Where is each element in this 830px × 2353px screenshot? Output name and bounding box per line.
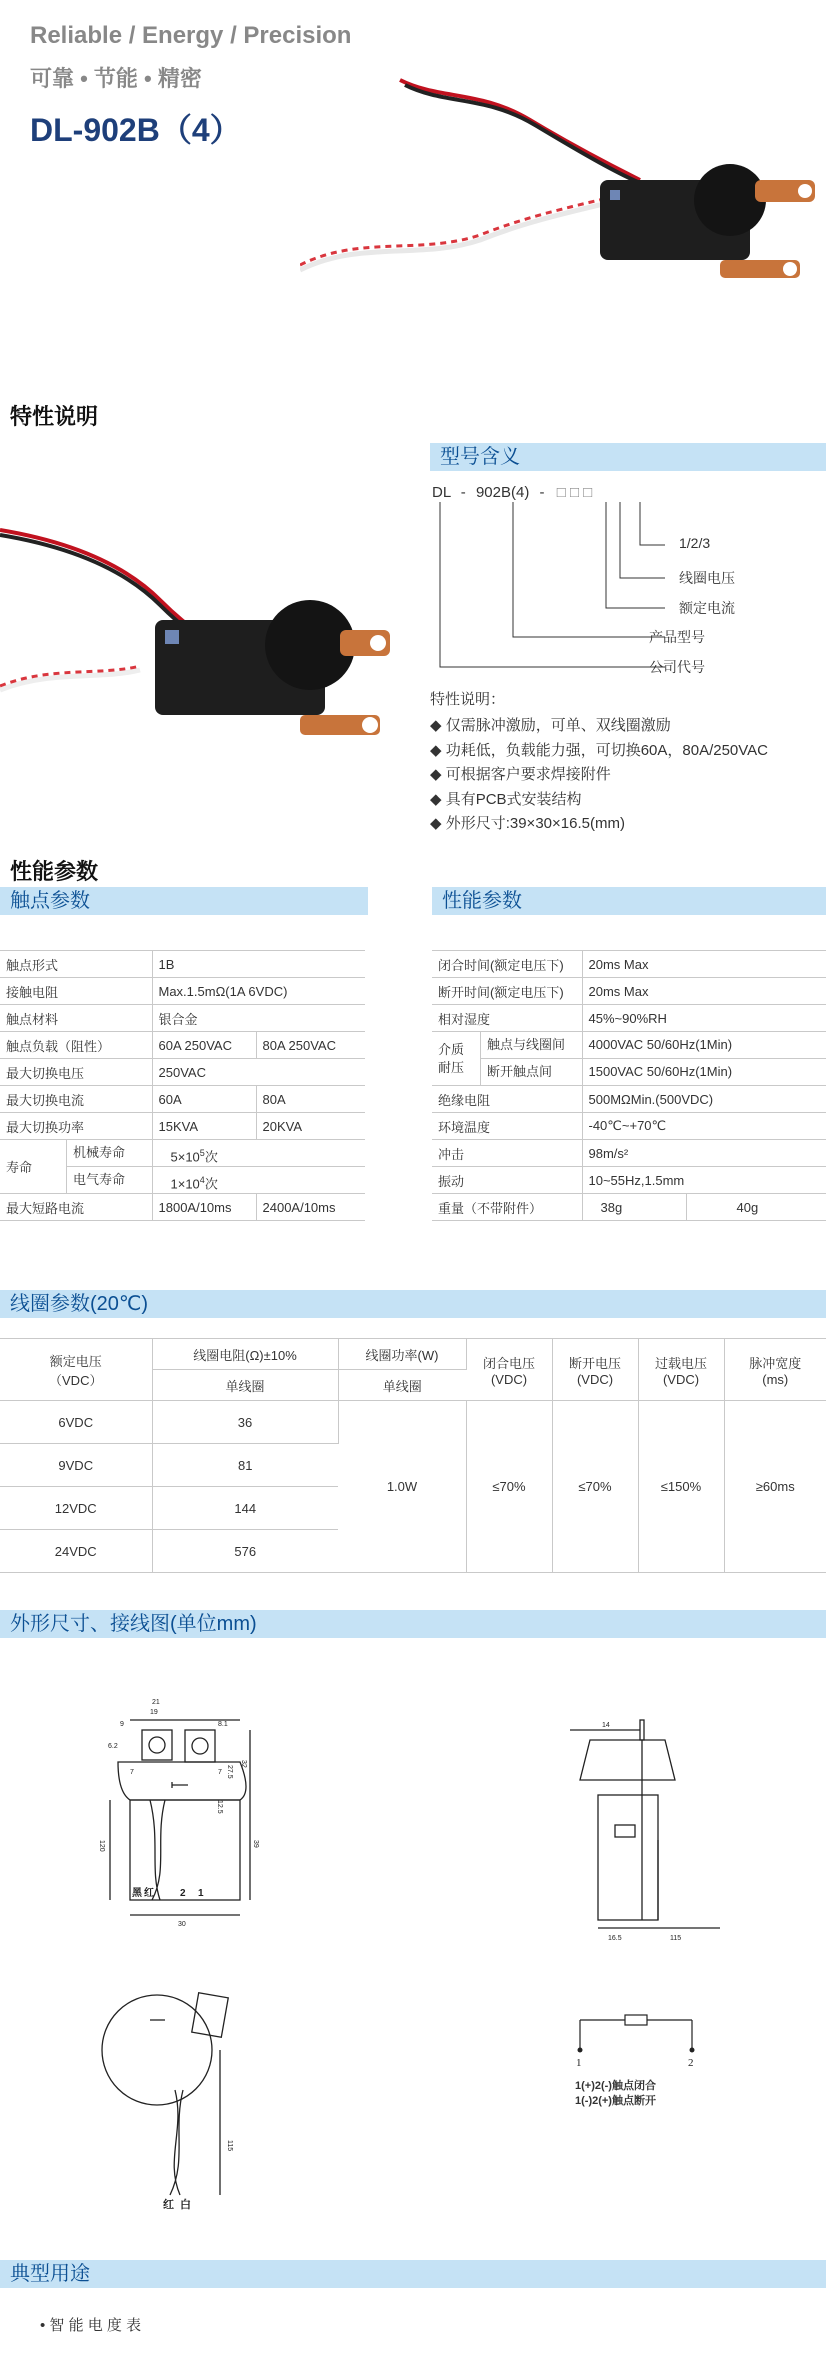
col-power: 线圈功率(W) <box>338 1339 466 1370</box>
feature-item: ◆ 具有PCB式安装结构 <box>430 790 582 808</box>
dim-front-30: 30 <box>178 1921 186 1928</box>
code-box-voltage: □ <box>569 484 579 501</box>
feature-item: ◆ 可根据客户要求焊接附件 <box>430 766 611 783</box>
features-heading: 特性说明： <box>430 691 506 708</box>
diamond-bullet-icon: ◆ <box>430 741 446 759</box>
label-coil-type: 1/2/3 <box>679 535 711 551</box>
dim-side-16-5: 16.5 <box>608 1935 622 1942</box>
table-row: 振动 10~55Hz,1.5mm <box>432 1167 826 1194</box>
front-label-pin2: 2 <box>180 1888 186 1899</box>
table-row: 冲击 98m/s² <box>432 1140 826 1167</box>
table-row: 触点负载（阻性） 60A 250VAC 80A 250VAC <box>0 1032 365 1059</box>
table-row: 9VDC 81 <box>0 1444 826 1487</box>
col-rated-voltage: 额定电压 （VDC） <box>0 1339 152 1401</box>
dim-front-8-1: 8.1 <box>218 1721 228 1728</box>
dim-front-12-5: 12.5 <box>216 1800 223 1814</box>
table-row: 相对湿度 45%~90%RH <box>432 1005 826 1032</box>
table-row: 最大切换电压 250VAC <box>0 1059 365 1086</box>
contact-params-title: 触点参数 <box>0 887 368 915</box>
front-view-drawing <box>90 1690 260 1960</box>
col-close-voltage: 闭合电压 (VDC) <box>466 1339 552 1401</box>
dim-front-6-2: 6.2 <box>108 1743 118 1750</box>
bullet-dot-icon: • <box>40 2317 50 2334</box>
front-label-pin1: 1 <box>198 1888 204 1899</box>
wiring-line-2: 1(-)2(+)触点断开 <box>575 2095 656 2107</box>
perf-params-table <box>432 950 826 1221</box>
front-label-red: 红 <box>144 1888 154 1899</box>
label-coil-voltage: 线圈电压 <box>679 570 735 586</box>
feature-item: ◆ 仅需脉冲激励，可单、双线圈激励 <box>430 717 671 734</box>
model-title: DL-902B（4） <box>30 112 242 148</box>
dim-front-120: 120 <box>98 1840 105 1852</box>
dielectric-contact-coil-label: 触点与线圈间 <box>481 1032 582 1059</box>
contact-params-table <box>0 950 365 1221</box>
dimensions-title: 外形尺寸、接线图(单位mm) <box>0 1610 826 1638</box>
perf-params-title: 性能参数 <box>432 887 826 915</box>
code-box-coil: □ <box>583 484 593 501</box>
diamond-bullet-icon: ◆ <box>430 766 446 783</box>
feature-item: ◆ 功耗低，负载能力强，可切换60A，80A/250VAC <box>430 741 769 759</box>
code-part-dash2: - <box>539 484 545 501</box>
bottom-label-red: 红 <box>163 2199 174 2210</box>
dim-front-39: 39 <box>252 1840 259 1848</box>
dim-front-27-5: 27.5 <box>226 1765 233 1779</box>
dielectric-open-contacts-value: 1500VAC 50/60Hz(1Min) <box>588 1064 733 1079</box>
dielectric-label: 介质耐压 <box>438 1041 465 1075</box>
tagline-en: Reliable / Energy / Precision <box>30 22 352 49</box>
table-row: 绝缘电阻 500MΩMin.(500VDC) <box>432 1086 826 1113</box>
col-resistance: 线圈电阻(Ω)±10% <box>152 1339 338 1370</box>
table-row: 最大切换功率 15KVA 20KVA <box>0 1113 365 1140</box>
label-product-model: 产品型号 <box>649 629 705 645</box>
diamond-bullet-icon: ◆ <box>430 717 446 734</box>
dielectric-open-contacts-label: 断开触点间 <box>487 1064 553 1079</box>
features-section-title: 特性说明 <box>10 404 99 429</box>
application-item: • 智 能 电 度 表 <box>40 2317 142 2334</box>
diamond-bullet-icon: ◆ <box>430 815 446 832</box>
table-row: 环境温度 -40℃~+70℃ <box>432 1113 826 1140</box>
product-photo-header <box>300 60 820 320</box>
applications-list <box>40 2314 141 2335</box>
dim-side-14: 14 <box>602 1722 610 1729</box>
code-part-company: DL <box>432 484 451 501</box>
label-company-code: 公司代号 <box>649 659 705 675</box>
side-view-drawing <box>570 1710 740 1970</box>
life-label: 寿命 <box>6 1160 33 1175</box>
table-header-row: 单线圈 单线圈 <box>0 1370 826 1401</box>
code-part-variant: (4) <box>511 484 530 501</box>
wiring-line-1: 1(+)2(-)触点闭合 <box>575 2080 656 2092</box>
table-row: 最大切换电流 60A 80A <box>0 1086 365 1113</box>
feature-item: ◆ 外形尺寸:39×30×16.5(mm) <box>430 815 625 832</box>
table-row: 接触电阻 Max.1.5mΩ(1A 6VDC) <box>0 978 365 1005</box>
dim-bottom-115: 115 <box>226 2140 233 2152</box>
table-row: 触点形式 1B <box>0 951 365 978</box>
code-part-dash: - <box>460 484 466 501</box>
applications-title: 典型用途 <box>0 2260 826 2288</box>
table-row: 12VDC 144 <box>0 1487 826 1530</box>
dim-front-9: 9 <box>120 1721 124 1728</box>
table-row: 24VDC 576 <box>0 1530 826 1573</box>
dim-front-21: 21 <box>152 1699 160 1706</box>
life-mech-value: $5\times 10^5$次 <box>153 1140 366 1167</box>
table-row <box>432 1032 826 1086</box>
code-part-model: 902B <box>475 484 512 501</box>
wiring-diagram <box>570 2010 710 2070</box>
table-row: 6VDC 36 1.0W ≤70% ≤70% ≤150% ≥60ms <box>0 1401 826 1444</box>
life-elec-value: $1\times 10^4$次 <box>170 1175 218 1192</box>
table-row: 最大短路电流 1800A/10ms 2400A/10ms <box>0 1194 365 1221</box>
front-label-black: 黑 <box>132 1888 142 1899</box>
coil-params-table <box>0 1338 826 1573</box>
dim-front-32: 32 <box>240 1760 247 1768</box>
coil-params-title: 线圈参数(20℃) <box>0 1290 826 1318</box>
diamond-bullet-icon: ◆ <box>430 790 446 808</box>
wiring-pin-1: 1 <box>576 2057 582 2069</box>
model-meaning-title: 型号含义 <box>430 443 826 471</box>
dim-front-7a: 7 <box>130 1769 134 1776</box>
col-overload-voltage: 过载电压 (VDC) <box>638 1339 724 1401</box>
col-open-voltage: 断开电压 (VDC) <box>552 1339 638 1401</box>
table-header-row <box>0 1339 826 1370</box>
bottom-label-white: 白 <box>180 2199 191 2210</box>
tagline-cn: 可靠 • 节能 • 精密 <box>30 66 202 91</box>
features-list <box>430 714 768 837</box>
table-row: 断开时间(额定电压下) 20ms Max <box>432 978 826 1005</box>
table-row: 重量（不带附件） 38g 40g <box>432 1194 826 1221</box>
label-rated-current: 额定电流 <box>679 600 735 616</box>
table-row <box>0 1140 365 1194</box>
life-mech-label: 机械寿命 <box>67 1140 152 1167</box>
dim-front-19: 19 <box>150 1709 158 1716</box>
wiring-pin-2: 2 <box>688 2057 694 2069</box>
product-photo-features <box>0 500 390 740</box>
bottom-view-drawing <box>95 1990 255 2210</box>
dim-side-115: 115 <box>670 1935 682 1942</box>
col-pulse-width: 脉冲宽度 (ms) <box>724 1339 826 1401</box>
performance-section-title: 性能参数 <box>10 859 99 884</box>
model-code-leader-lines <box>430 500 670 680</box>
dim-front-7b: 7 <box>218 1769 222 1776</box>
table-row: 闭合时间(额定电压下) 20ms Max <box>432 951 826 978</box>
model-code <box>432 484 592 501</box>
life-elec-label: 电气寿命 <box>73 1172 126 1187</box>
table-row: 触点材料 银合金 <box>0 1005 365 1032</box>
dielectric-contact-coil-value: 4000VAC 50/60Hz(1Min) <box>583 1032 827 1059</box>
code-box-current: □ <box>556 484 566 501</box>
